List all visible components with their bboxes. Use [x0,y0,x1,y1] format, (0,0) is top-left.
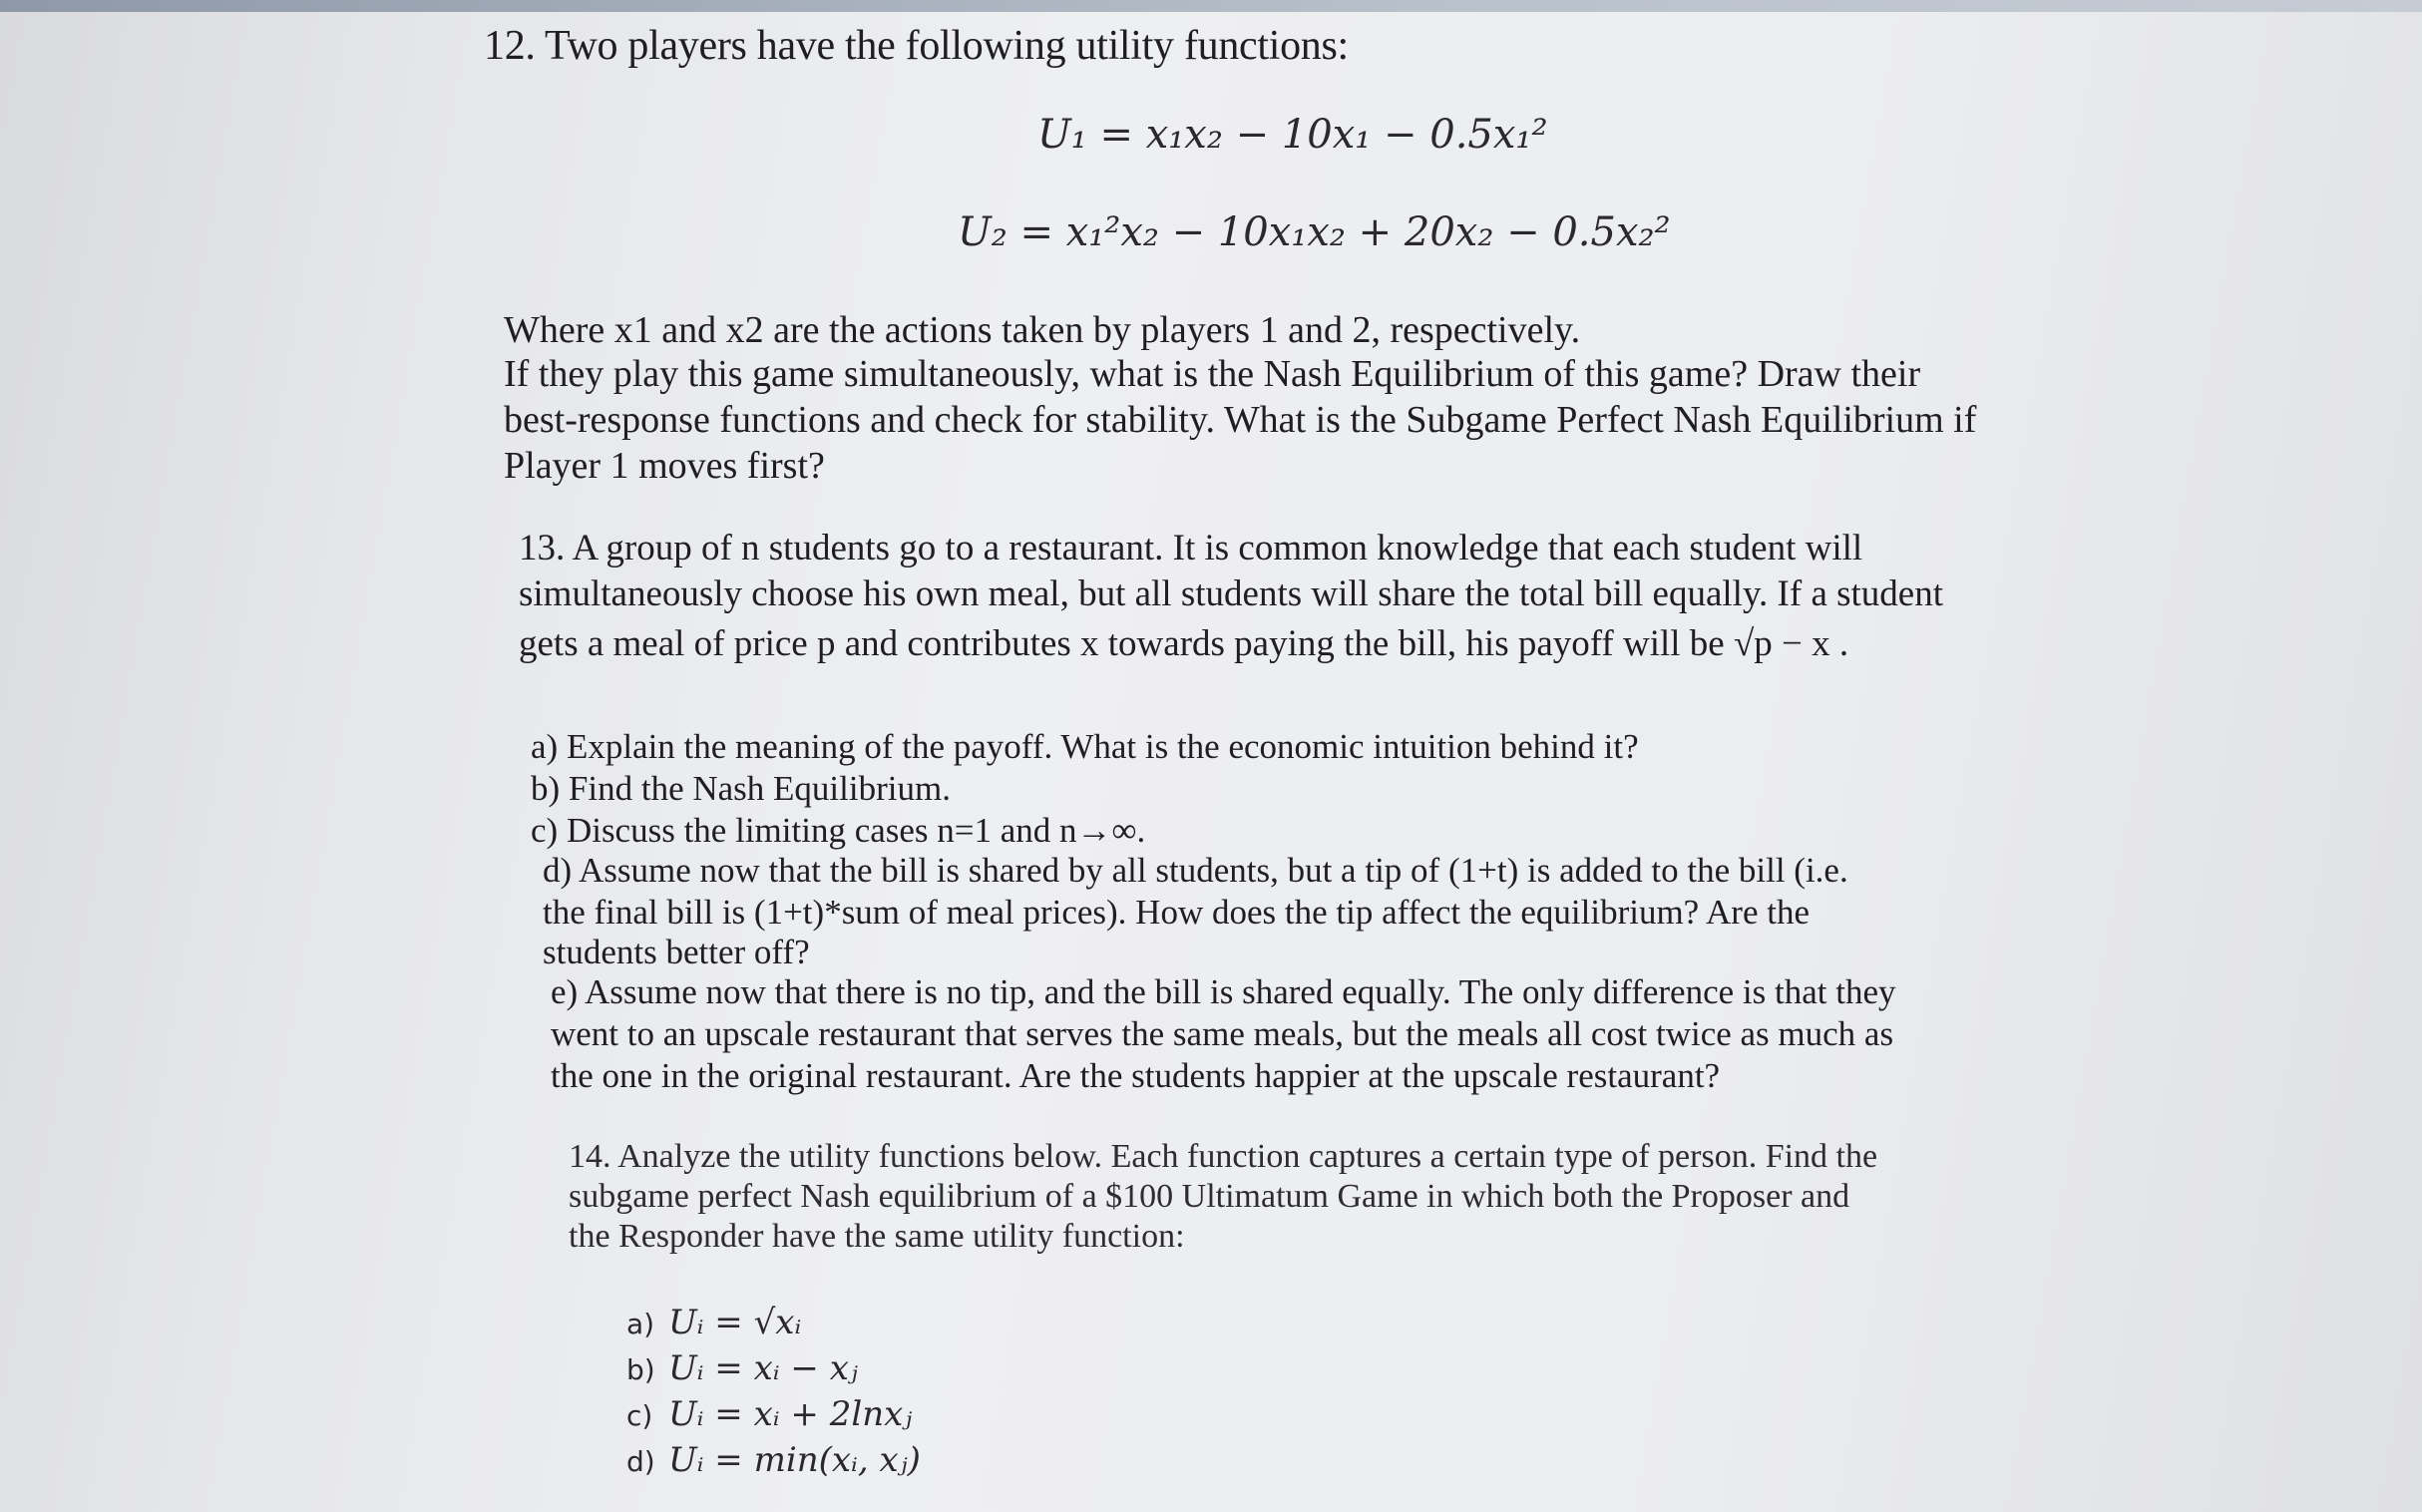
q14-option-label: d) [626,1445,655,1478]
q14-line: 14. Analyze the utility functions below. Each function captures a certain type of person. Find the [569,1138,1878,1175]
q13-line: gets a meal of price p and contributes x towards paying the bill, his payoff will be √p − x . [519,623,1849,664]
q13-item-e-cont: the one in the original restaurant. Are the students happier at the upscale restaurant? [551,1056,1721,1095]
q14-option-d [626,1440,921,1482]
q14-option-c [626,1394,912,1436]
q12-line: best-response functions and check for stability. What is the Subgame Perfect Nash Equilibrium if [504,399,1977,441]
q14-option-label: a) [626,1308,655,1340]
q12-utility-2: U₂ = x₁²x₂ − 10x₁x₂ + 20x₂ − 0.5x₂² [958,209,1671,255]
q12-heading: 12. Two players have the following utility functions: [484,23,1349,69]
q14-line: the Responder have the same utility function: [569,1218,1185,1255]
q12-line: If they play this game simultaneously, what is the Nash Equilibrium of this game? Draw their [504,353,1921,395]
q14-option-formula: Uᵢ = √xᵢ [668,1303,802,1342]
q13-item-d-cont: the final bill is (1+t)*sum of meal prices). How does the tip affect the equilibrium? Are the [543,893,1810,932]
q12-line: Player 1 moves first? [504,445,825,487]
q12-line: Where x1 and x2 are the actions taken by players 1 and 2, respectively. [504,309,1581,351]
q14-option-label: c) [626,1399,653,1432]
q13-item-c: c) Discuss the limiting cases n=1 and n→∞. [531,811,1146,850]
q13-item-e-cont: went to an upscale restaurant that serves the same meals, but the meals all cost twice as much as [551,1014,1894,1053]
q14-line: subgame perfect Nash equilibrium of a $100 Ultimatum Game in which both the Proposer and [569,1178,1850,1215]
q13-line: 13. A group of n students go to a restaurant. It is common knowledge that each student will [519,528,1863,568]
q13-item-a: a) Explain the meaning of the payoff. What is the economic intuition behind it? [531,727,1639,766]
q13-line: simultaneously choose his own meal, but all students will share the total bill equally. If a student [519,573,1944,614]
worksheet-page [469,8,2025,1504]
q13-item-d: d) Assume now that the bill is shared by all students, but a tip of (1+t) is added to the bill (i.e. [543,851,1848,890]
q14-option-formula: Uᵢ = xᵢ + 2lnxⱼ [668,1394,913,1434]
q14-option-label: b) [626,1353,655,1386]
q14-option-formula: Uᵢ = xᵢ − xⱼ [668,1348,858,1388]
q13-item-d-cont: students better off? [543,933,810,971]
q13-item-b: b) Find the Nash Equilibrium. [531,769,951,808]
q14-option-b [626,1348,858,1390]
q13-item-e: e) Assume now that there is no tip, and the bill is shared equally. The only difference is that they [551,972,1896,1011]
q14-option-formula: Uᵢ = min(xᵢ, xⱼ) [668,1440,921,1480]
q14-option-a [626,1303,801,1344]
q12-utility-1: U₁ = x₁x₂ − 10x₁ − 0.5x₁² [1037,112,1548,158]
